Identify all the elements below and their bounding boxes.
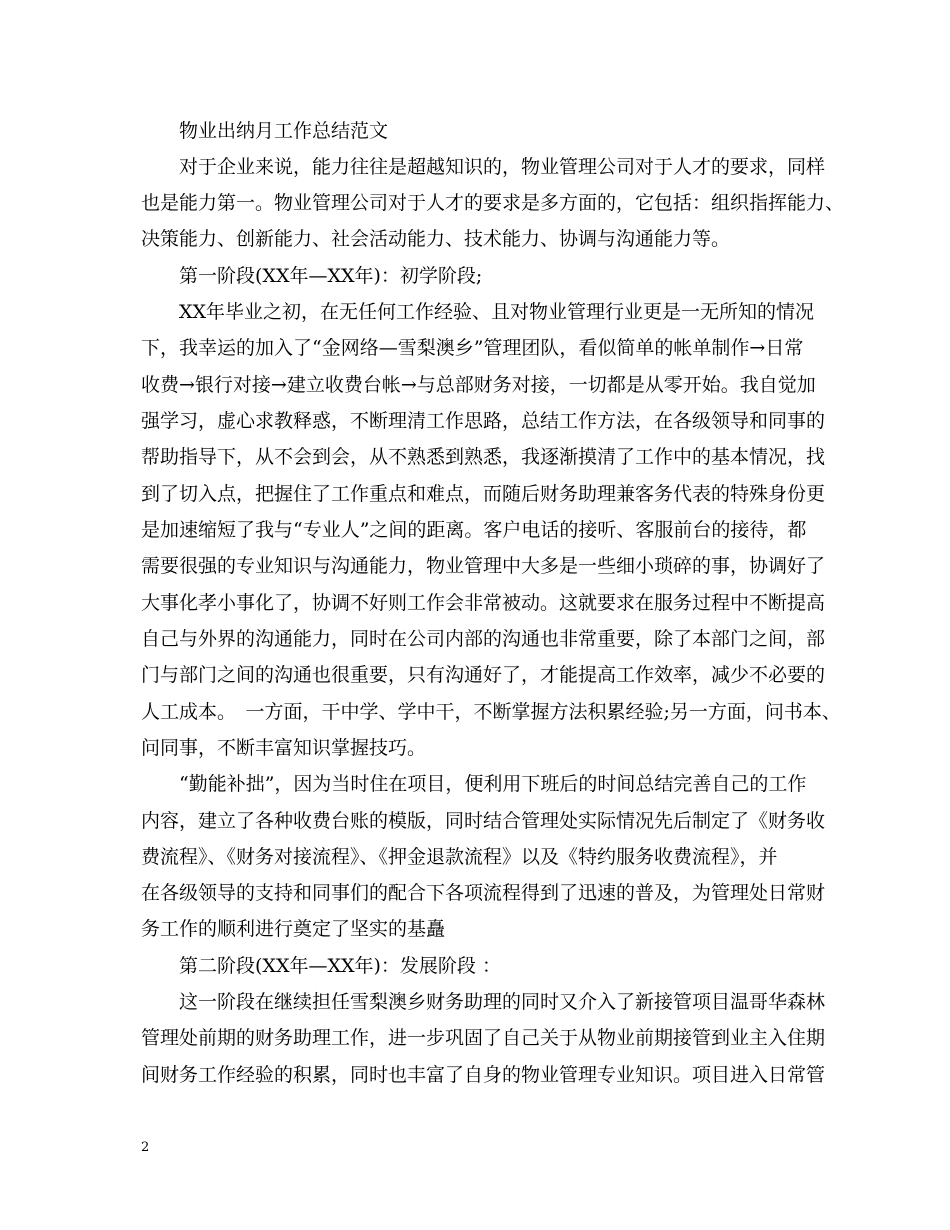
page-number: 2 <box>141 1140 150 1155</box>
text-line: 也是能力第一。物业管理公司对于人才的要求是多方面的，它包括：组织指挥能力、 <box>141 192 845 214</box>
text-line: “勤能补拙”，因为当时住在项目，便利用下班后的时间总结完善自己的工作 <box>141 773 807 795</box>
text-line: 在各级领导的支持和同事们的配合下各项流程得到了迅速的普及，为管理处日常财 <box>141 882 826 904</box>
text-line: 下，我幸运的加入了“金网络—雪梨澳乡”管理团队，看似简单的帐单制作→日常 <box>141 337 804 359</box>
text-line: 人工成本。 一方面，干中学、学中干，不断掌握方法积累经验;另一方面，问书本、 <box>141 701 841 723</box>
text-line: 这一阶段在继续担任雪梨澳乡财务助理的同时又介入了新接管项目温哥华森林 <box>141 991 826 1013</box>
text-line: 大事化孝小事化了，协调不好则工作会非常被动。这就要求在服务过程中不断提高 <box>141 592 826 614</box>
text-line: 务工作的顺利进行奠定了坚实的基矗 <box>141 918 446 940</box>
text-line: 决策能力、创新能力、社会活动能力、技术能力、协调与沟通能力等。 <box>141 228 731 250</box>
text-line: 内容，建立了各种收费台账的模版，同时结合管理处实际情况先后制定了《财务收 <box>141 810 826 832</box>
text-line: 间财务工作经验的积累，同时也丰富了自身的物业管理专业知识。项目进入日常管 <box>141 1064 826 1086</box>
text-line: 费流程》、《财务对接流程》、《押金退款流程》以及《特约服务收费流程》，并 <box>141 846 778 868</box>
text-line: 自己与外界的沟通能力，同时在公司内部的沟通也非常重要，除了本部门之间，部 <box>141 628 826 650</box>
text-line: 需要很强的专业知识与沟通能力，物业管理中大多是一些细小琐碎的事，协调好了 <box>141 555 826 577</box>
text-line: 门与部门之间的沟通也很重要，只有沟通好了，才能提高工作效率，减少不必要的 <box>141 664 826 686</box>
section-heading: 第一阶段(XX年—XX年)：初学阶段; <box>141 265 483 287</box>
text-line: 收费→银行对接→建立收费台帐→与总部财务对接，一切都是从零开始。我自觉加 <box>141 374 816 396</box>
document-title: 物业出纳月工作总结范文 <box>141 120 389 142</box>
text-line: 管理处前期的财务助理工作，进一步巩固了自己关于从物业前期接管到业主入住期 <box>141 1027 826 1049</box>
text-line: 是加速缩短了我与“专业人”之间的距离。客户电话的接听、客服前台的接待，都 <box>141 519 807 541</box>
text-line: 强学习，虚心求教释惑，不断理清工作思路，总结工作方法，在各级领导和同事的 <box>141 410 826 432</box>
text-line: 对于企业来说，能力往往是超越知识的，物业管理公司对于人才的要求，同样 <box>141 156 826 178</box>
text-line: XX年毕业之初，在无任何工作经验、且对物业管理行业更是一无所知的情况 <box>141 301 815 323</box>
text-line: 帮助指导下，从不会到会，从不熟悉到熟悉，我逐渐摸清了工作中的基本情况，找 <box>141 446 826 468</box>
text-line: 到了切入点，把握住了工作重点和难点，而随后财务助理兼客务代表的特殊身份更 <box>141 483 826 505</box>
section-heading: 第二阶段(XX年—XX年)：发展阶段 ： <box>141 955 501 977</box>
text-line: 问同事，不断丰富知识掌握技巧。 <box>141 737 427 759</box>
